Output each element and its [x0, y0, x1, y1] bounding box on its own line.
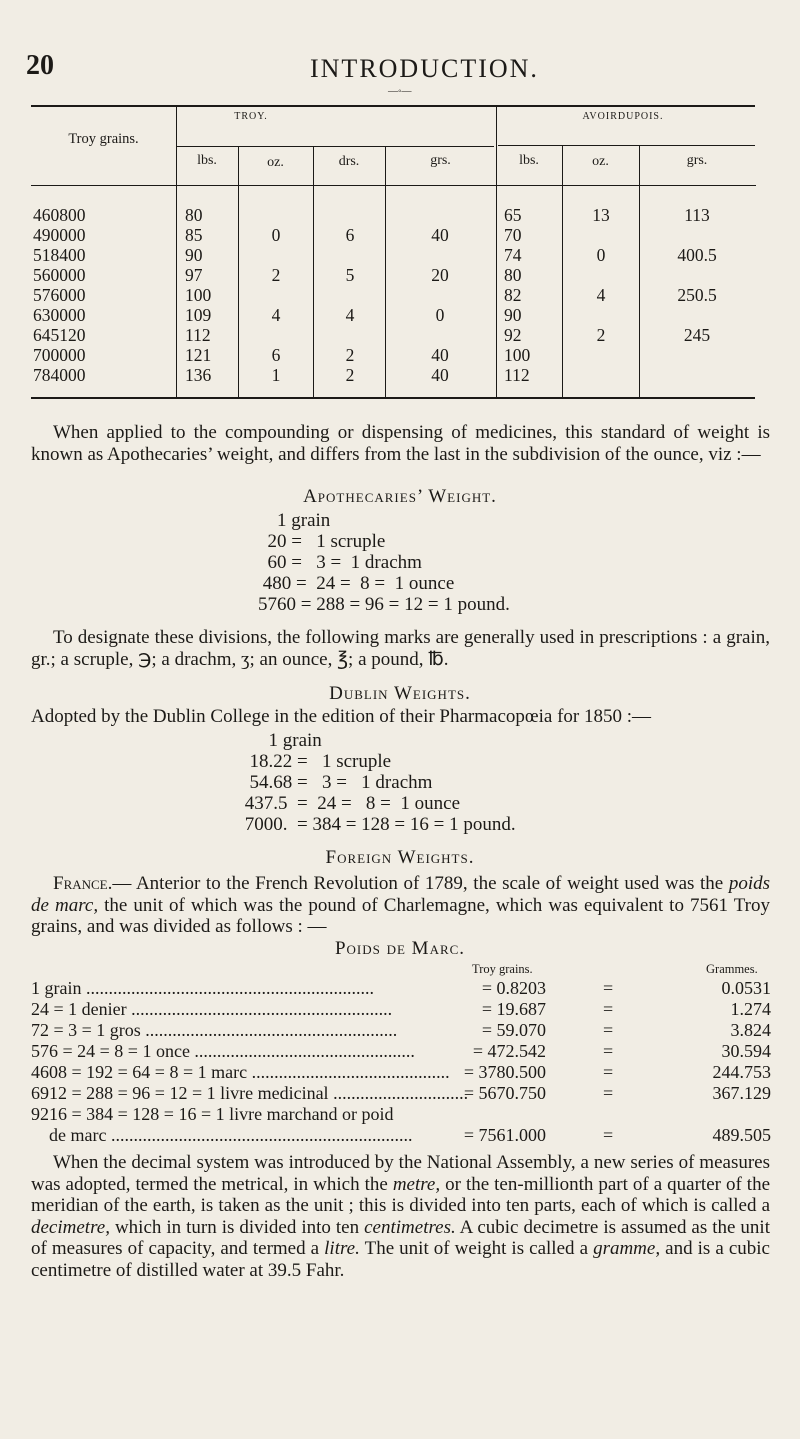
header-av-lbs: lbs.	[519, 153, 539, 168]
poids-troy-grains: = 472.542	[472, 1041, 546, 1061]
poids-row	[31, 1083, 771, 1104]
equation-line: 54.68 = 3 = 1 drachm	[240, 772, 433, 793]
table-bottom-rule	[31, 397, 755, 399]
poids-row	[31, 1104, 771, 1125]
table-cell: 560000	[33, 265, 86, 285]
poids-label: 4608 = 192 = 64 = 8 = 1 marc ............................................	[31, 1062, 450, 1082]
table-cell: 40	[431, 345, 449, 365]
heading-foreign-weights: Foreign Weights.	[325, 847, 475, 868]
table-cell: 121	[185, 345, 212, 365]
france-label: France.	[53, 873, 113, 894]
equation-line: 7000. = 384 = 128 = 16 = 1 pound.	[240, 814, 516, 835]
table-cell: 400.5	[677, 245, 717, 265]
poids-row	[31, 1062, 771, 1083]
poids-grammes: 489.505	[712, 1125, 771, 1145]
table-cell: 136	[185, 365, 212, 385]
poids-equals: =	[603, 1062, 614, 1082]
table-cell	[643, 225, 751, 245]
poids-equals: =	[603, 1083, 614, 1103]
poids-row	[31, 1125, 771, 1146]
table-cell: 40	[431, 365, 449, 385]
table-cell: 112	[185, 325, 211, 345]
table-cell: 250.5	[677, 285, 717, 305]
header-av-oz: oz.	[592, 154, 609, 169]
col-av-oz	[565, 205, 637, 385]
poids-label: 6912 = 288 = 96 = 12 = 1 livre medicinal ..............................	[31, 1083, 469, 1103]
table-cell: 97	[185, 265, 203, 285]
table-cell: 74	[504, 245, 522, 265]
table-cell: 2	[596, 325, 606, 345]
table-cell: 109	[185, 305, 212, 325]
col-troy-grs	[387, 205, 493, 385]
poids-troy-grains: = 7561.000	[463, 1125, 546, 1145]
poids-label: 576 = 24 = 8 = 1 once .................................................	[31, 1041, 415, 1061]
table-cell: 2	[345, 345, 355, 365]
poids-label: 1 grain ................................................................	[31, 978, 374, 998]
poids-label: 72 = 3 = 1 gros ........................................................	[31, 1020, 398, 1040]
table-cell: 80	[504, 265, 522, 285]
title-ornament: —◦—	[388, 86, 412, 97]
poids-equals: =	[603, 1020, 614, 1040]
header-troy-lbs: lbs.	[197, 153, 217, 168]
table-cell: 6	[271, 345, 281, 365]
table-cell: 576000	[33, 285, 86, 305]
table-cell: 85	[185, 225, 203, 245]
poids-row	[31, 978, 771, 999]
table-cell: 113	[684, 205, 710, 225]
heading-poids-de-marc: Poids de Marc.	[334, 938, 466, 959]
avoirdupois-header-rule	[498, 145, 755, 146]
poids-troy-grains: = 3780.500	[463, 1062, 546, 1082]
table-cell	[315, 285, 385, 305]
paragraph-dublin: Adopted by the Dublin College in the edition of their Pharmacopœia for 1850 :—	[31, 706, 652, 727]
apothecaries-table	[258, 510, 510, 615]
poids-grammes: 3.824	[730, 1020, 771, 1040]
table-cell: 100	[185, 285, 212, 305]
poids-equals: =	[603, 999, 614, 1019]
poids-grammes: 0.0531	[721, 978, 771, 998]
table-top-rule	[31, 105, 755, 107]
poids-grammes: 244.753	[712, 1062, 771, 1082]
col-troy-drs	[315, 205, 385, 385]
equation-line: 18.22 = 1 scruple	[240, 751, 392, 772]
table-cell	[315, 245, 385, 265]
header-troy-grains: Troy grains.	[68, 131, 139, 147]
table-cell: 13	[592, 205, 610, 225]
table-cell: 40	[431, 225, 449, 245]
equation-line: 1 grain	[258, 510, 331, 531]
header-bottom-rule	[31, 185, 756, 186]
troy-header-rule	[176, 146, 494, 147]
equation-line: 5760 = 288 = 96 = 12 = 1 pound.	[258, 594, 510, 615]
poids-troy-grains: = 59.070	[481, 1020, 546, 1040]
table-cell: 82	[504, 285, 522, 305]
table-cell: 2	[345, 365, 355, 385]
table-cell	[315, 325, 385, 345]
table-cell: 0	[271, 225, 281, 245]
col-av-lbs	[504, 205, 559, 385]
header-av-grs: grs.	[686, 153, 708, 168]
equation-line: 1 grain	[240, 730, 322, 751]
poids-row	[31, 1020, 771, 1041]
table-cell: 90	[185, 245, 203, 265]
poids-row	[31, 1041, 771, 1062]
header-avoirdupois: AVOIRDUPOIS.	[582, 111, 664, 122]
table-cell: 70	[504, 225, 522, 245]
table-cell: 245	[683, 325, 711, 345]
table-cell: 1	[271, 365, 281, 385]
table-cell: 6	[345, 225, 355, 245]
poids-grammes: 30.594	[721, 1041, 771, 1061]
equation-line: 437.5 = 24 = 8 = 1 ounce	[240, 793, 461, 814]
table-cell: 700000	[33, 345, 86, 365]
header-troy: TROY.	[234, 111, 268, 122]
poids-equals: =	[603, 978, 614, 998]
weights-table	[31, 105, 755, 398]
table-cell: 630000	[33, 305, 86, 325]
table-cell: 4	[271, 305, 281, 325]
column-troy-grains: Troy grains.	[472, 962, 533, 976]
paragraph-apothecaries-intro: When applied to the compounding or dispensing of medicines, this standard of weight is known as Apothecaries’ weight, and differs from the last in the subdivision of the ounce, viz :—	[31, 422, 770, 465]
col-troy-oz	[241, 205, 311, 385]
table-cell: 0	[596, 245, 606, 265]
poids-equals: =	[603, 1125, 614, 1145]
table-cell: 5	[345, 265, 355, 285]
table-cell: 4	[345, 305, 355, 325]
table-cell: 0	[435, 305, 445, 325]
table-cell	[565, 365, 637, 385]
table-cell: 92	[504, 325, 522, 345]
col-av-grs	[643, 205, 751, 385]
poids-label: 9216 = 384 = 128 = 16 = 1 livre marchand or poid	[31, 1104, 394, 1124]
poids-troy-grains: = 19.687	[481, 999, 546, 1019]
table-cell	[387, 205, 493, 225]
table-cell: 20	[431, 265, 449, 285]
table-cell	[241, 325, 311, 345]
poids-grammes: 367.129	[712, 1083, 771, 1103]
table-cell	[643, 265, 751, 285]
header-troy-oz: oz.	[267, 155, 284, 170]
equation-line: 60 = 3 = 1 drachm	[258, 552, 422, 573]
dublin-table	[240, 730, 516, 835]
table-cell	[241, 245, 311, 265]
paragraph-prescription-marks: To designate these divisions, the following marks are generally used in prescriptions : a grain, gr.; a scruple, ℈; a drachm, ʒ; an ounce, ℥; a pound, ℔.	[31, 627, 770, 670]
equation-line: 20 = 1 scruple	[258, 531, 386, 552]
col-troy-grains	[33, 205, 153, 385]
table-cell	[315, 205, 385, 225]
poids-grammes: 1.274	[730, 999, 771, 1019]
table-cell	[643, 365, 751, 385]
column-grammes: Grammes.	[706, 962, 758, 976]
table-cell	[643, 305, 751, 325]
table-cell	[565, 225, 637, 245]
table-cell: 645120	[33, 325, 86, 345]
equation-line: 480 = 24 = 8 = 1 ounce	[258, 573, 455, 594]
table-cell: 112	[504, 365, 530, 385]
poids-troy-grains: = 5670.750	[463, 1083, 546, 1103]
table-cell	[565, 265, 637, 285]
table-cell	[387, 325, 493, 345]
poids-label: de marc ...................................................................	[49, 1125, 413, 1145]
poids-troy-grains: = 0.8203	[481, 978, 546, 998]
table-cell	[387, 285, 493, 305]
table-cell: 518400	[33, 245, 86, 265]
col-troy-lbs	[185, 205, 230, 385]
poids-label: 24 = 1 denier ..........................................................	[31, 999, 393, 1019]
poids-equals: =	[603, 1041, 614, 1061]
table-cell: 100	[504, 345, 531, 365]
table-cell	[387, 245, 493, 265]
header-troy-grs: grs.	[430, 153, 451, 168]
table-cell	[643, 345, 751, 365]
heading-apothecaries-weight: Apothecaries’ Weight.	[303, 486, 497, 507]
table-cell	[565, 305, 637, 325]
table-cell	[565, 345, 637, 365]
table-cell: 4	[596, 285, 606, 305]
paragraph-france: France.— Anterior to the French Revolution of 1789, the scale of weight used was the poids de marc, the unit of which was the pound of Charlemagne, which was equivalent to 7561 Troy grains, and was divided as follows : —	[31, 873, 770, 937]
table-cell: 65	[504, 205, 522, 225]
paragraph-decimal-system: When the decimal system was introduced by the National Assembly, a new series of measures was adopted, termed the metrical, in which the metre, or the ten-millionth part of a quarter of the meridian of the earth, is taken as the unit ; this is divided into ten parts, each of which is called a decimetre, which in turn is divided into ten centimetres. A cubic decimetre is assumed as the unit of measures of capacity, and termed a litre. The unit of weight is called a gramme, and is a cubic centimetre of distilled water at 39.5 Fahr.	[31, 1152, 770, 1281]
header-troy-drs: drs.	[338, 154, 360, 169]
table-cell: 490000	[33, 225, 86, 245]
table-cell: 2	[271, 265, 281, 285]
table-cell: 460800	[33, 205, 86, 225]
poids-row	[31, 999, 771, 1020]
table-cell: 90	[504, 305, 522, 325]
table-cell: 80	[185, 205, 203, 225]
page-number: 20	[26, 50, 54, 81]
table-cell	[241, 205, 311, 225]
table-cell: 784000	[33, 365, 86, 385]
table-cell	[241, 285, 311, 305]
running-title: INTRODUCTION.	[310, 54, 539, 83]
heading-dublin-weights: Dublin Weights.	[329, 683, 471, 704]
